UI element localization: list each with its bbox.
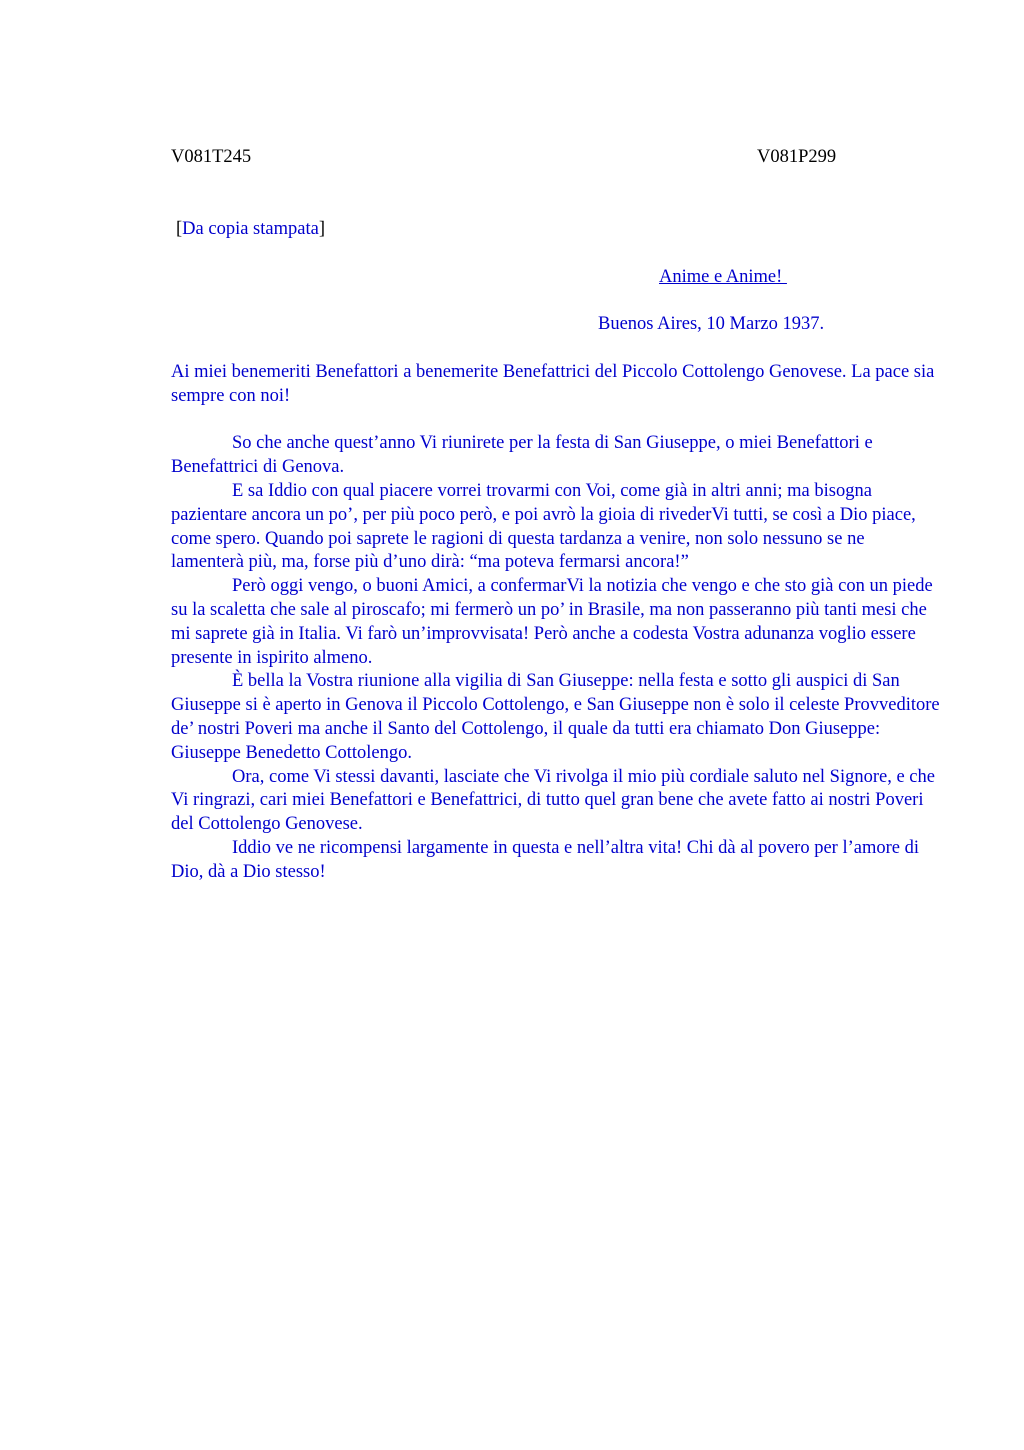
letter-paragraph: Iddio ve ne ricompensi largamente in questa e nell’altra vita! Chi dà al povero per l’amore di Dio, dà a Dio stesso! <box>171 837 919 882</box>
letter-title: Anime e Anime! <box>659 267 787 287</box>
source-note <box>176 218 325 242</box>
document-code-right: V081P299 <box>757 147 837 167</box>
letter-paragraph: Ora, come Vi stessi davanti, lasciate che Vi rivolga il mio più cordiale saluto nel Signore, e che Vi ringrazi, cari miei Benefattori e Benefattrici, di tutto quel gran bene che avete fatto ai nostri Poveri del Cottolengo Genovese. <box>171 766 935 835</box>
letter-paragraph: Però oggi vengo, o buoni Amici, a confermarVi la notizia che vengo e che sto già con un piede su la scaletta che sale al piroscafo; mi fermerò un po’ in Brasile, ma non passeranno più tanti mesi che mi saprete già in Italia. Vi farò un’improvvisata! Però anche a codesta Vostra adunanza voglio essere presente in ispirito almeno. <box>171 576 933 668</box>
letter-paragraph: So che anche quest’anno Vi riunirete per la festa di San Giuseppe, o miei Benefattori e Benefattrici di Genova. <box>171 433 873 478</box>
letter-paragraph: È bella la Vostra riunione alla vigilia di San Giuseppe: nella festa e sotto gli auspici di San Giuseppe si è aperto in Genova il Piccolo Cottolengo, e San Giuseppe non è solo il celeste Provveditore de’ nostri Poveri ma anche il Santo del Cottolengo, il quale da tutti era chiamato Don Giuseppe: Giuseppe Benedetto Cottolengo. <box>171 671 940 763</box>
source-note-close-bracket: ] <box>318 219 325 239</box>
letter-body <box>171 361 941 885</box>
letter-dateline: Buenos Aires, 10 Marzo 1937. <box>598 314 825 334</box>
source-note-open-bracket: [ <box>176 219 183 239</box>
source-note-text: Da copia stampata <box>182 219 319 239</box>
document-code-left: V081T245 <box>171 147 252 167</box>
letter-paragraph: E sa Iddio con qual piacere vorrei trovarmi con Voi, come già in altri anni; ma bisogna pazientare ancora un po’, per più poco però, e poi avrò la gioia di rivederVi tutti, se così a Dio piace, come spero. Quando poi saprete le ragioni di questa tardanza a venire, non solo nessuno se ne lamenterà più, ma, forse più d’uno dirà: “ma poteva fermarsi ancora!” <box>171 480 916 573</box>
letter-greeting: Ai miei benemeriti Benefattori a benemerite Benefattrici del Piccolo Cottolengo Genovese. La pace sia sempre con noi! <box>171 362 935 406</box>
